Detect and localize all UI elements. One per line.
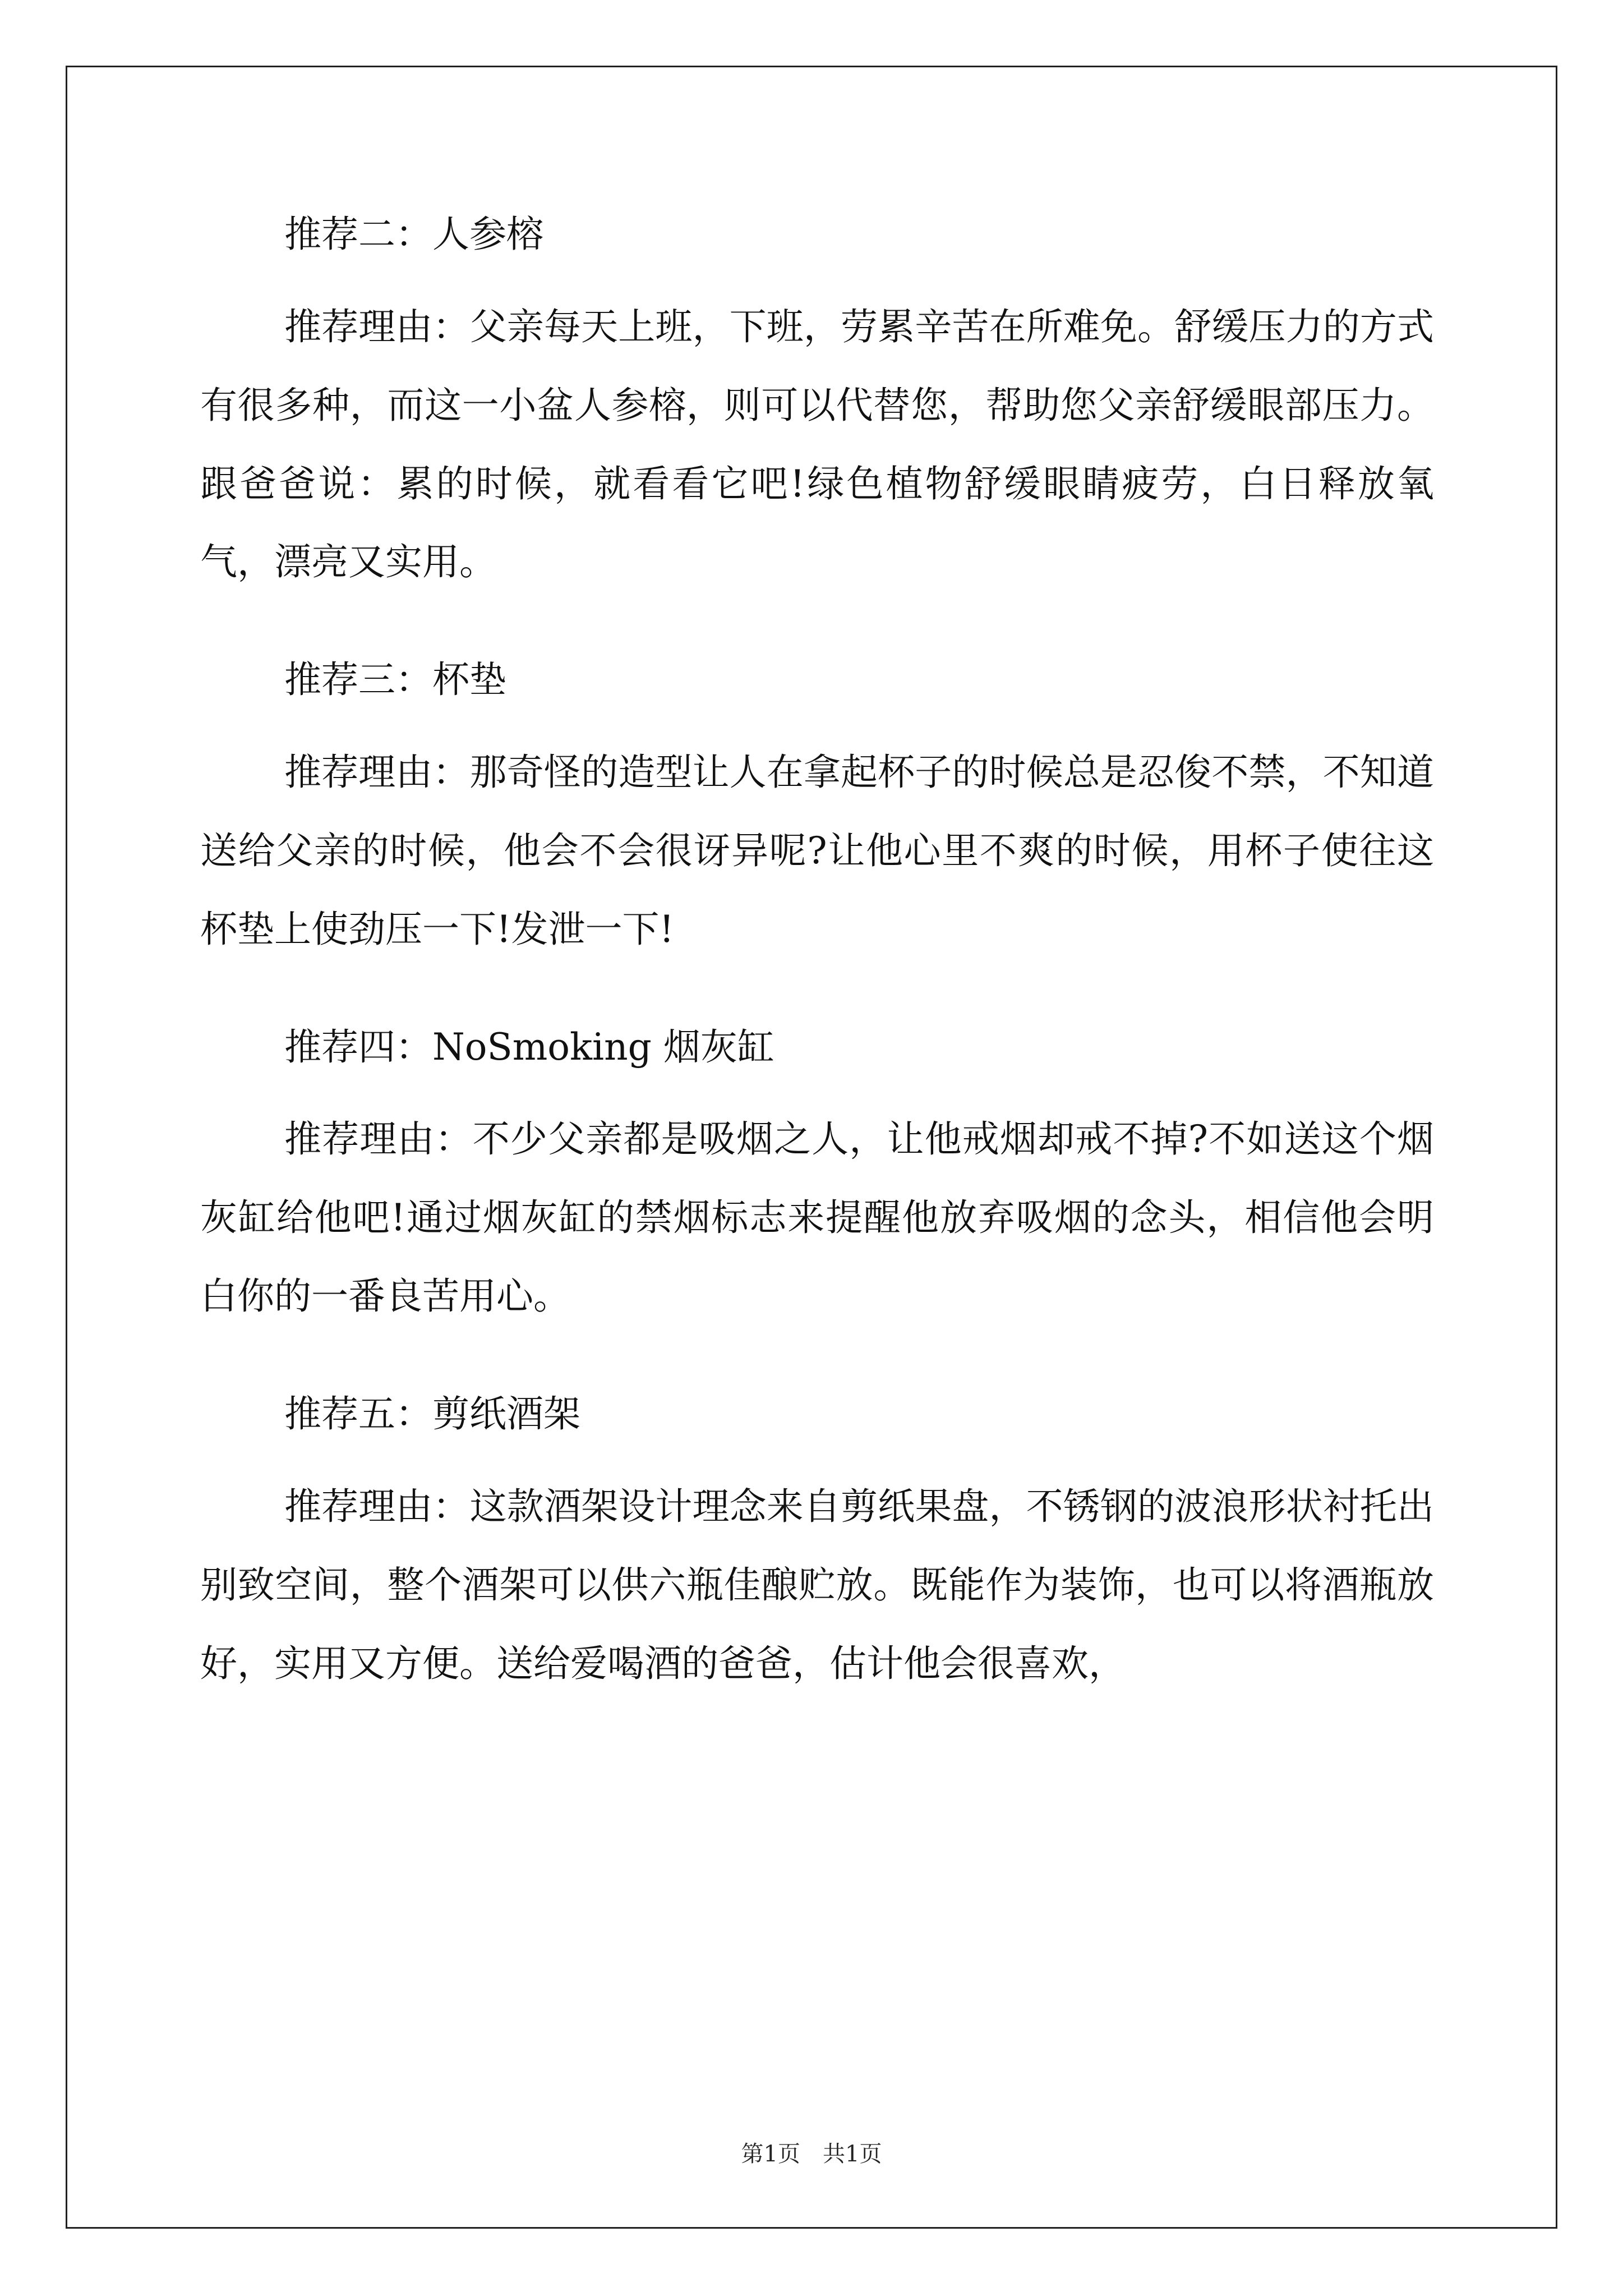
page-footer: 第1页 共1页 (741, 2141, 882, 2167)
section-heading: 推荐四：NoSmoking 烟灰缸 (284, 1025, 774, 1069)
section-reason: 推荐理由：父亲每天上班，下班，劳累辛苦在所难免。舒缓压力的方式有很多种，而这一小盆人参榕，则可以代替您，帮助您父亲舒缓眼部压力。跟爸爸说：累的时候，就看看它吧!绿色植物舒缓眼睛疲劳，白日释放氧气，漂亮又实用。 (200, 305, 1434, 584)
section-heading: 推荐五：剪纸酒架 (284, 1392, 580, 1436)
section-heading: 推荐二：人参榕 (284, 213, 543, 256)
document-body (200, 208, 1434, 1755)
section-reason: 推荐理由：那奇怪的造型让人在拿起杯子的时候总是忍俊不禁，不知道送给父亲的时候，他会不会很讶异呢?让他心里不爽的时候，用杯子使往这杯垫上使劲压一下!发泄一下! (200, 751, 1434, 951)
section-heading: 推荐三：杯垫 (284, 658, 506, 702)
section-reason: 推荐理由：这款酒架设计理念来自剪纸果盘，不锈钢的波浪形状衬托出别致空间，整个酒架可以供六瓶佳酿贮放。既能作为装饰，也可以将酒瓶放好，实用又方便。送给爱喝酒的爸爸，估计他会很喜欢， (200, 1484, 1434, 1685)
section-reason: 推荐理由：不少父亲都是吸烟之人，让他戒烟却戒不掉?不如送这个烟灰缸给他吧!通过烟灰缸的禁烟标志来提醒他放弃吸烟的念头，相信他会明白你的一番良苦用心。 (200, 1117, 1434, 1318)
